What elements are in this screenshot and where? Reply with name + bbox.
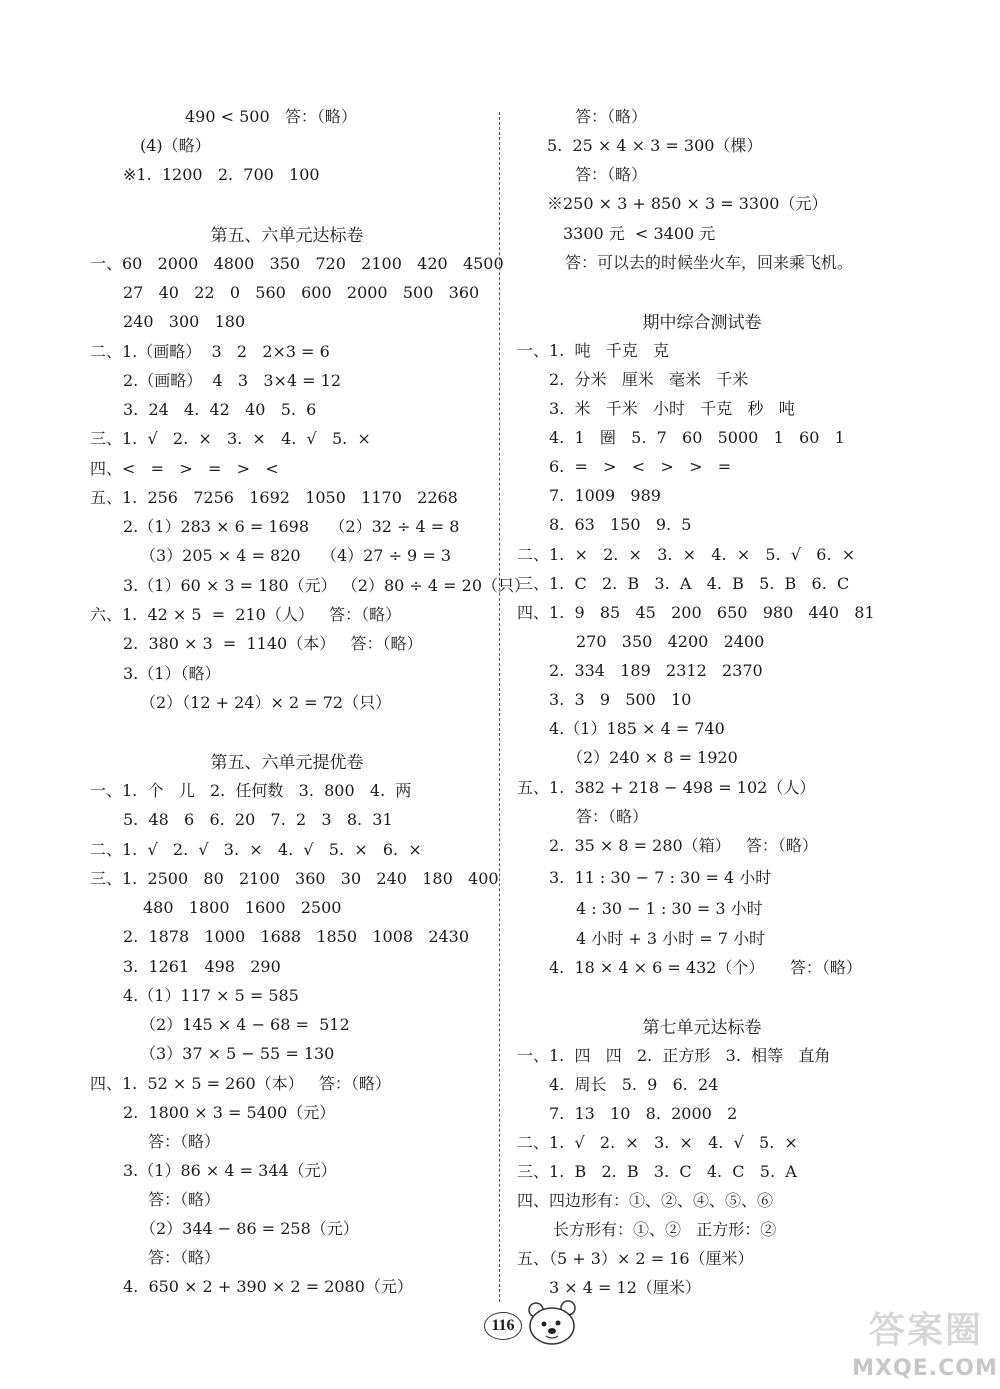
- answer-line: 3.（1）60 × 3 = 180（元） （2）80 ÷ 4 = 20（只）: [123, 576, 531, 595]
- answer-line: 6. = > < > > =: [549, 457, 732, 476]
- answer-line: 270 350 4200 2400: [576, 632, 765, 651]
- answer-line: 3300 元 < 3400 元: [563, 224, 716, 243]
- answer-line: 5. 25 × 4 × 3 = 300（棵）: [547, 136, 763, 155]
- answer-line: 三、1. 2500 80 2100 360 30 240 180 400: [90, 869, 499, 888]
- answer-line: 四、1. 9 85 45 200 650 980 440 81: [517, 603, 875, 622]
- answer-line: （2）240 × 8 = 1920: [567, 748, 738, 767]
- answer-line: 490 < 500 答：（略）: [185, 107, 357, 126]
- answer-line: 答：（略）: [575, 165, 648, 184]
- answer-line: 2.（1）283 × 6 = 1698 （2）32 ÷ 4 = 8: [123, 517, 460, 536]
- section-title: 第七单元达标卷: [642, 1018, 762, 1038]
- answer-line: 五、1. 382 + 218 − 498 = 102（人）: [517, 778, 816, 797]
- page-number: 116: [484, 1312, 522, 1340]
- answer-line: 答：（略）: [576, 807, 649, 826]
- watermark: [850, 1302, 1000, 1389]
- bear-mascot-icon: [522, 1298, 586, 1350]
- column-divider: [499, 112, 500, 1302]
- answer-line: 4. 周长 5. 9 6. 24: [549, 1075, 719, 1094]
- answer-line: 三、1. C 2. B 3. A 4. B 5. B 6. C: [517, 574, 850, 593]
- answer-line: 四、1. 52 × 5 = 260（本） 答：（略）: [90, 1074, 391, 1093]
- answer-line: 7. 13 10 8. 2000 2: [549, 1104, 738, 1123]
- answer-line: 2. 334 189 2312 2370: [549, 661, 763, 680]
- answer-line: 2. 分米 厘米 毫米 千米: [549, 370, 749, 389]
- answer-line: 二、1. √ 2. √ 3. × 4. √ 5. × 6. ×: [90, 840, 422, 859]
- answer-line: （2）344 − 86 = 258（元）: [140, 1219, 359, 1238]
- answer-line: 四、四边形有：①、②、④、⑤、⑥: [517, 1191, 774, 1210]
- answer-line: （2）（12 + 24）× 2 = 72（只）: [140, 693, 392, 712]
- answer-line: 4 小时 + 3 小时 = 7 小时: [576, 929, 765, 948]
- answer-line: 8. 63 150 9. 5: [549, 515, 692, 534]
- answer-line: 答：（略）: [148, 1132, 221, 1151]
- answer-line: 2. 380 × 3 = 1140（本） 答：（略）: [123, 634, 423, 653]
- answer-line: 四、< = > = > <: [90, 459, 279, 478]
- answer-line: 2. 1800 × 3 = 5400（元）: [123, 1103, 336, 1122]
- answer-line: （3）37 × 5 − 55 = 130: [140, 1044, 335, 1063]
- answer-line: 4. 650 × 2 + 390 × 2 = 2080（元）: [123, 1277, 413, 1296]
- answer-line: 4. 1 圈 5. 7 60 5000 1 60 1: [549, 428, 845, 447]
- answer-line: 480 1800 1600 2500: [143, 898, 342, 917]
- answer-line: ※1. 1200 2. 700 100: [123, 165, 320, 184]
- section-title: 第五、六单元提优卷: [210, 753, 364, 773]
- answer-line: 二、1. × 2. × 3. × 4. × 5. √ 6. ×: [517, 545, 856, 564]
- section-title: 期中综合测试卷: [642, 313, 762, 333]
- answer-line: 3. 24 4. 42 40 5. 6: [123, 400, 317, 419]
- answer-line: 4. 18 × 4 × 6 = 432（个） 答：（略）: [549, 958, 862, 977]
- answer-line: 答：可以去的时候坐火车，回来乘飞机。: [565, 253, 854, 272]
- answer-line: （2）145 × 4 − 68 = 512: [140, 1015, 350, 1034]
- answer-line: 3. 11 : 30 − 7 : 30 = 4 小时: [549, 868, 772, 887]
- answer-line: （3）205 × 4 = 820 （4）27 ÷ 9 = 3: [140, 546, 451, 565]
- answer-line: 240 300 180: [123, 312, 246, 331]
- answer-line: 二、1.（画略） 3 2 2×3 = 6: [90, 342, 330, 361]
- answer-line: 五、1. 256 7256 1692 1050 1170 2268: [90, 488, 458, 507]
- answer-line: 三、1. B 2. B 3. C 4. C 5. A: [517, 1162, 797, 1181]
- answer-line: 4 : 30 − 1 : 30 = 3 小时: [576, 899, 763, 918]
- watermark-url: MXQE.COM: [852, 1356, 998, 1381]
- answer-line: 3. 米 千米 小时 千克 秒 吨: [549, 399, 795, 418]
- answer-line: 三、1. √ 2. × 3. × 4. √ 5. ×: [90, 429, 371, 448]
- answer-line: 一、1. 个 儿 2. 任何数 3. 800 4. 两: [90, 781, 412, 800]
- answer-line: 5. 48 6 6. 20 7. 2 3 8. 31: [123, 810, 393, 829]
- answer-line: 六、1. 42 × 5 = 210（人） 答：（略）: [90, 605, 402, 624]
- answer-line: ※250 × 3 + 850 × 3 = 3300（元）: [547, 194, 828, 213]
- answer-line: 答：（略）: [575, 107, 648, 126]
- answer-line: 3.（1）86 × 4 = 344（元）: [123, 1161, 337, 1180]
- answer-line: 一、1. 四 四 2. 正方形 3. 相等 直角: [517, 1046, 831, 1065]
- answer-line: 3.（1）（略）: [123, 664, 221, 683]
- watermark-logo: 答案圈: [868, 1310, 983, 1351]
- answer-line: 一、1. 吨 千克 克: [517, 341, 669, 360]
- answer-line: 7. 1009 989: [549, 486, 661, 505]
- answer-line: 3 × 4 = 12（厘米）: [549, 1278, 701, 1297]
- answer-line: 答：（略）: [148, 1248, 221, 1267]
- answer-line: (4)（略）: [140, 136, 211, 155]
- answer-line: 二、1. √ 2. × 3. × 4. √ 5. ×: [517, 1133, 798, 1152]
- answer-line: 3. 3 9 500 10: [549, 690, 692, 709]
- section-title: 第五、六单元达标卷: [210, 226, 364, 246]
- answer-line: 3. 1261 498 290: [123, 957, 281, 976]
- answer-line: 答：（略）: [148, 1190, 221, 1209]
- answer-line: 2.（画略） 4 3 3×4 = 12: [123, 371, 342, 390]
- answer-line: 一、60 2000 4800 350 720 2100 420 4500: [90, 254, 504, 273]
- answer-line: 五、（5 + 3）× 2 = 16（厘米）: [517, 1249, 754, 1268]
- answer-line: 4.（1）117 × 5 = 585: [123, 986, 299, 1005]
- answer-line: 长方形有：①、② 正方形：②: [553, 1220, 777, 1239]
- answer-line: 2. 1878 1000 1688 1850 1008 2430: [123, 927, 470, 946]
- answer-line: 2. 35 × 8 = 280（箱） 答：（略）: [549, 836, 818, 855]
- answer-line: 27 40 22 0 560 600 2000 500 360: [123, 283, 480, 302]
- answer-line: 4.（1）185 × 4 = 740: [549, 719, 725, 738]
